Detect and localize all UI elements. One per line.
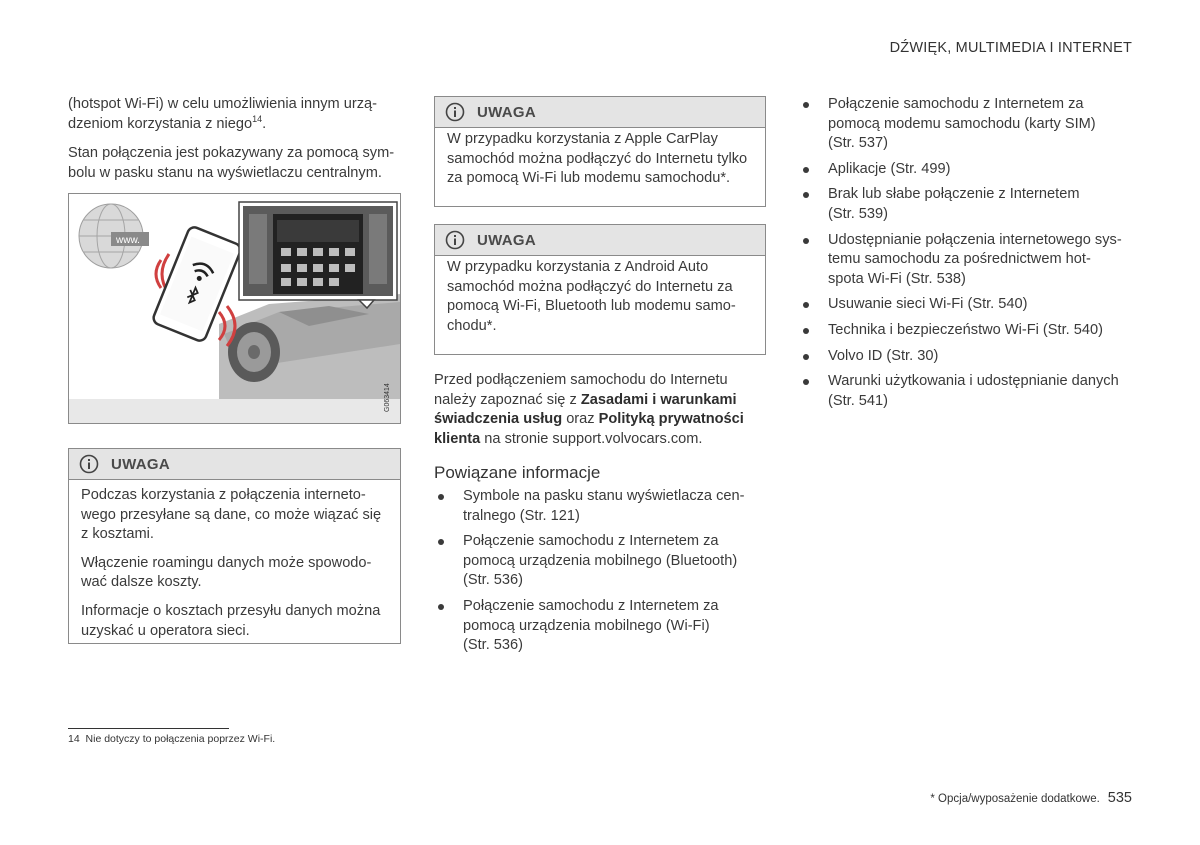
related-link[interactable]: Warunki użytkowania i udostępnianie danych (Str. 541): [799, 372, 1139, 411]
intro-line-2: dzeniom korzystania z niego: [68, 115, 253, 132]
note-header: [69, 449, 400, 480]
illustration-svg: [69, 194, 400, 423]
column-middle: [434, 371, 769, 662]
page-footer: [930, 790, 1132, 806]
illustration-phone-car: [68, 193, 401, 424]
intro-line-1: (hotspot Wi-Fi) w celu umożliwienia innym urzą-: [68, 96, 377, 112]
info-icon: [445, 230, 465, 250]
related-link[interactable]: Brak lub słabe połączenie z Internetem (Str. 539): [799, 185, 1139, 224]
related-link[interactable]: Połączenie samochodu z Internetem za pomocą modemu samochodu (karty SIM) (Str. 537): [799, 95, 1139, 154]
note-body: W przypadku korzystania z Android Auto samochód można podłączyć do Internetu za pomocą Wi-Fi, Bluetooth lub modemu samo- chodu*.: [447, 259, 736, 334]
related-list-continued: [799, 95, 1139, 411]
related-link[interactable]: Technika i bezpieczeństwo Wi-Fi (Str. 540): [799, 321, 1139, 341]
related-link[interactable]: Udostępnianie połączenia internetowego sys- temu samochodu za pośrednictwem hot- spota Wi-Fi (Str. 538): [799, 231, 1139, 290]
note-header: [435, 225, 765, 256]
related-list: [434, 487, 769, 656]
terms-text: oraz: [562, 411, 599, 428]
related-link[interactable]: Usuwanie sieci Wi-Fi (Str. 540): [799, 295, 1139, 315]
page-number: 535: [1107, 790, 1132, 806]
column-right: [799, 95, 1139, 417]
terms-text: na stronie support.volvocars.com.: [480, 430, 703, 447]
related-heading: Powiązane informacje: [434, 463, 601, 483]
note-costs: [68, 448, 401, 644]
related-link[interactable]: Symbole na pasku stanu wyświetlacza cen- tralnego (Str. 121): [434, 487, 769, 526]
info-icon: [445, 102, 465, 122]
terms-text: Przed podłączeniem samochodu do Internetu należy zapoznać się z: [434, 372, 728, 408]
footnote: [68, 733, 275, 745]
footnote-ref[interactable]: 14: [252, 113, 263, 124]
column-left: [68, 95, 403, 193]
note-carplay: [434, 96, 766, 207]
note-paragraph: Włączenie roamingu danych może spowodo- wać dalsze koszty.: [81, 554, 372, 591]
note-title: UWAGA: [477, 231, 536, 249]
note-title: UWAGA: [477, 103, 536, 121]
figure-code: G063414: [384, 383, 391, 412]
related-link[interactable]: Połączenie samochodu z Internetem za pomocą urządzenia mobilnego (Bluetooth) (Str. 536): [434, 532, 769, 591]
info-icon: [79, 454, 99, 474]
footnote-number: 14: [68, 733, 80, 745]
terms-link[interactable]: Zasadami i warunkami świadczenia usług: [434, 391, 737, 428]
note-android-auto: [434, 224, 766, 355]
note-body: W przypadku korzystania z Apple CarPlay samochód można podłączyć do Internetu tylko za pomocą Wi-Fi lub modemu samochodu*.: [447, 131, 748, 187]
privacy-link[interactable]: Polityką prywatności klienta: [434, 411, 744, 447]
running-header: DŹWIĘK, MULTIMEDIA I INTERNET: [889, 40, 1132, 56]
footnote-divider: [68, 728, 229, 729]
status-paragraph: Stan połączenia jest pokazywany za pomocą sym- bolu w pasku stanu na wyświetlaczu centralnym.: [68, 145, 395, 181]
note-body: [69, 480, 400, 649]
note-header: [435, 97, 765, 128]
note-paragraph: Podczas korzystania z połączenia interneto- wego przesyłane są dane, co może wiązać się z kosztami.: [81, 487, 382, 543]
intro-paragraph: [68, 95, 403, 134]
url-label: www.: [116, 235, 140, 246]
intro-end: .: [262, 115, 267, 132]
note-paragraph: Informacje o kosztach przesyłu danych można uzyskać u operatora sieci.: [81, 602, 381, 639]
related-link[interactable]: Volvo ID (Str. 30): [799, 347, 1139, 367]
related-link[interactable]: Aplikacje (Str. 499): [799, 160, 1139, 180]
related-link[interactable]: Połączenie samochodu z Internetem za pomocą urządzenia mobilnego (Wi-Fi) (Str. 536): [434, 597, 769, 656]
option-note: * Opcja/wyposażenie dodatkowe.: [930, 793, 1100, 805]
terms-paragraph: [434, 371, 769, 449]
note-title: UWAGA: [111, 455, 170, 473]
footnote-text: Nie dotyczy to połączenia poprzez Wi-Fi.: [85, 733, 276, 745]
